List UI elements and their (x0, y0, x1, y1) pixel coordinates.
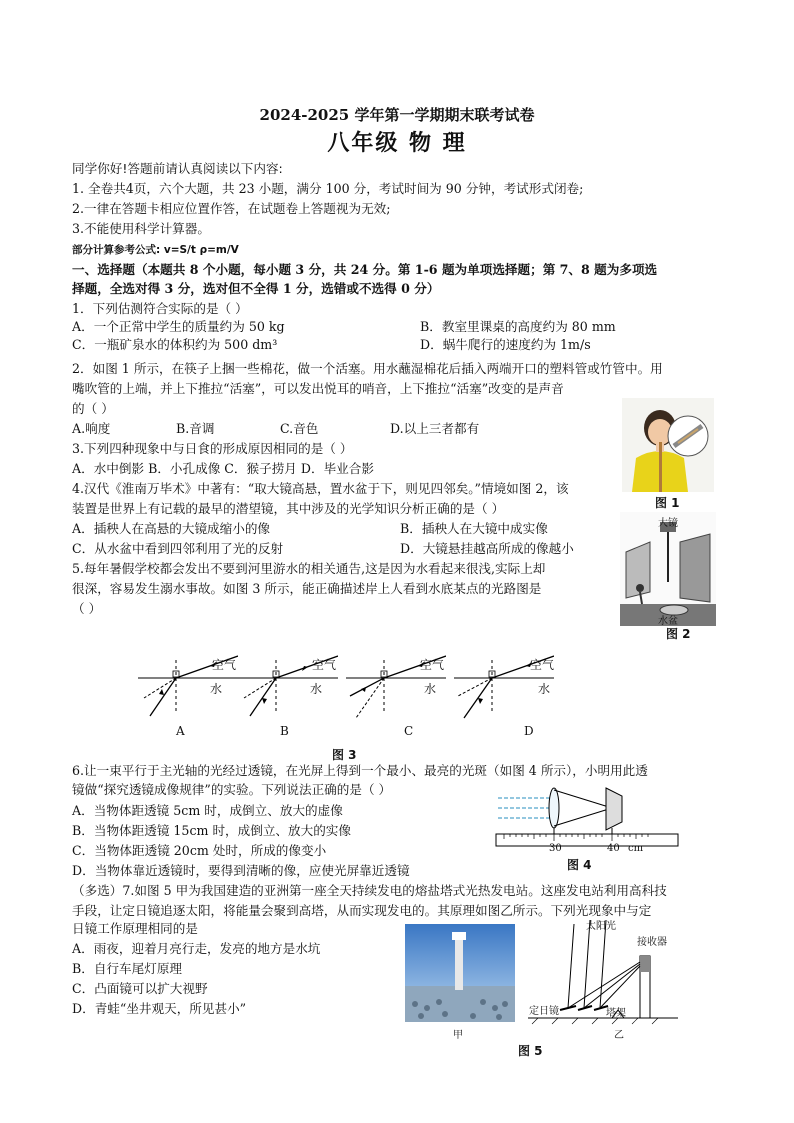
water-label: 水 (538, 682, 551, 696)
figure-1-caption: 图 1 (655, 496, 680, 510)
q4-line: 4.汉代《淮南万毕术》中著有：“取大镜高悬，置水盆于下，则见四邻矣。”情境如图 2，该 (72, 481, 569, 496)
exam-subtitle: 八年级 物 理 (327, 130, 467, 156)
q1-option-a: A．一个正常中学生的质量约为 50 kg (72, 319, 285, 334)
figure-3-caption: 图 3 (332, 748, 357, 762)
figure-2-caption: 图 2 (666, 627, 691, 641)
q4-option-c: C．从水盆中看到四邻利用了光的反射 (72, 541, 284, 556)
water-label: 水 (310, 682, 323, 696)
q1-option-d: D．蜗牛爬行的速度约为 1m/s (420, 337, 591, 352)
receiver-label: 接收器 (637, 937, 667, 948)
q2-option-c: C.音色 (280, 421, 319, 436)
q2-line: 的（ ） (72, 401, 114, 416)
q6-option-b: B．当物体距透镜 15cm 时，成倒立、放大的实像 (72, 823, 351, 838)
q6-option-d: D．当物体靠近透镜时，要得到清晰的像，应使光屏靠近透镜 (72, 863, 410, 878)
figure-5-yi-label: 乙 (614, 1030, 624, 1041)
water-label: 水 (210, 682, 223, 696)
q1-stem: 1．下列估测符合实际的是（ ） (72, 301, 248, 316)
q7-option-c: C．凸面镜可以扩大视野 (72, 981, 208, 996)
exam-title: 2024-2025 学年第一学期期末联考试卷 (259, 106, 535, 124)
figure-5-jia-solar-tower-photo (405, 924, 515, 1022)
air-label: 空气 (420, 658, 445, 672)
q7-option-d: D．青蛙“坐井观天，所见甚小” (72, 1001, 247, 1016)
q6-line: 6.让一束平行于主光轴的光经过透镜，在光屏上得到一个最小、最亮的光斑（如图 4 所示），小明用此透 (72, 763, 648, 778)
figure-4-lens-focus (494, 778, 680, 850)
sunlight-label: 太阳光 (586, 921, 616, 932)
notice-item: 2.一律在答题卡相应位置作答，在试题卷上答题视为无效; (72, 201, 391, 216)
air-label: 空气 (312, 658, 337, 672)
q5-line: 很深，容易发生溺水事故。如图 3 所示，能正确描述岸上人看到水底某点的光路图是 (72, 581, 542, 596)
q7-option-a: A．雨夜，迎着月亮行走，发亮的地方是水坑 (72, 941, 321, 956)
air-label: 空气 (530, 658, 555, 672)
formula-line: 部分计算参考公式: v=S/t ρ=m/V (72, 244, 239, 256)
q5-line: 5.每年暑假学校都会发出不要到河里游水的相关通告,这是因为水看起来很浅,实际上却 (72, 561, 546, 576)
option-d-label: D (524, 724, 534, 738)
q7-line: 手段，让定日镜追逐太阳，将能量会聚到高塔，从而实现发电的。其原理如图乙所示。下列光现象中与定 (72, 903, 652, 918)
notice-item: 3.不能使用科学计算器。 (72, 221, 210, 236)
q1-option-b: B．教室里课桌的高度约为 80 mm (420, 319, 616, 334)
q3-options: A．水中倒影 B．小孔成像 C．猴子捞月 D．毕业合影 (72, 461, 374, 476)
figure-2-periscope-illustration (620, 512, 716, 626)
ruler-mark-40: 40 (607, 843, 620, 854)
q2-line: 嘴吹管的上端，并上下推拉“活塞”，可以发出悦耳的哨音，上下推拉“活塞”改变的是声音 (72, 381, 564, 396)
figure-4-caption: 图 4 (567, 858, 592, 872)
q6-option-c: C．当物体距透镜 20cm 处时，所成的像变小 (72, 843, 327, 858)
q2-option-b: B.音调 (176, 421, 215, 436)
q1-option-c: C．一瓶矿泉水的体积约为 500 dm³ (72, 337, 278, 352)
q4-line: 装置是世界上有记载的最早的潜望镜，其中涉及的光学知识分析正确的是（ ） (72, 501, 505, 516)
heliostat-label: 定日镜 (529, 1006, 559, 1017)
figure-5-caption: 图 5 (518, 1044, 543, 1058)
ruler-mark-30: 30 (549, 843, 562, 854)
big-mirror-label: 大镜 (658, 518, 678, 529)
q7-option-b: B．自行车尾灯原理 (72, 961, 183, 976)
q3-stem: 3.下列四种现象中与日食的形成原因相同的是（ ） (72, 441, 353, 456)
notice-intro: 同学你好!答题前请认真阅读以下内容: (72, 161, 283, 176)
q4-option-a: A．插秧人在高悬的大镜成缩小的像 (72, 521, 271, 536)
option-a-label: A (176, 724, 185, 738)
tower-label: 塔架 (606, 1008, 626, 1019)
air-label: 空气 (212, 658, 237, 672)
section-heading: 择题，全选对得 3 分，选对但不全得 1 分，选错或不选得 0 分） (72, 281, 440, 296)
q2-option-d: D.以上三者都有 (390, 421, 480, 436)
q5-line: （ ） (72, 601, 102, 616)
figure-5-jia-label: 甲 (453, 1030, 463, 1041)
option-c-label: C (404, 724, 414, 738)
basin-label: 水盆 (658, 616, 678, 627)
ruler-unit: cm (628, 843, 644, 854)
q6-line: 镜做“探究透镜成像规律”的实验。下列说法正确的是（ ） (72, 782, 392, 797)
q4-option-d: D．大镜悬挂越高所成的像越小 (400, 541, 574, 556)
q6-option-a: A．当物体距透镜 5cm 时，成倒立、放大的虚像 (72, 803, 343, 818)
q7-line: 日镜工作原理相同的是 (72, 921, 198, 936)
option-b-label: B (280, 724, 289, 738)
section-heading: 一、选择题（本题共 8 个小题，每小题 3 分，共 24 分。第 1-6 题为单项选择题；第 7、8 题为多项选 (72, 262, 658, 277)
q4-option-b: B．插秧人在大镜中成实像 (400, 521, 548, 536)
water-label: 水 (424, 682, 437, 696)
figure-1-girl-blowing-tube (622, 398, 714, 492)
q2-option-a: A.响度 (72, 421, 111, 436)
notice-item: 1. 全卷共4页，六个大题，共 23 小题，满分 100 分，考试时间为 90 分钟，考试形式闭卷; (72, 181, 584, 196)
q2-line: 2．如图 1 所示，在筷子上捆一些棉花，做一个活塞。用水蘸湿棉花后插入两端开口的塑料管或竹管中。用 (72, 361, 663, 376)
q7-line: （多选）7.如图 5 甲为我国建造的亚洲第一座全天持续发电的熔盐塔式光热发电站。这座发电站利用高科技 (72, 883, 667, 898)
